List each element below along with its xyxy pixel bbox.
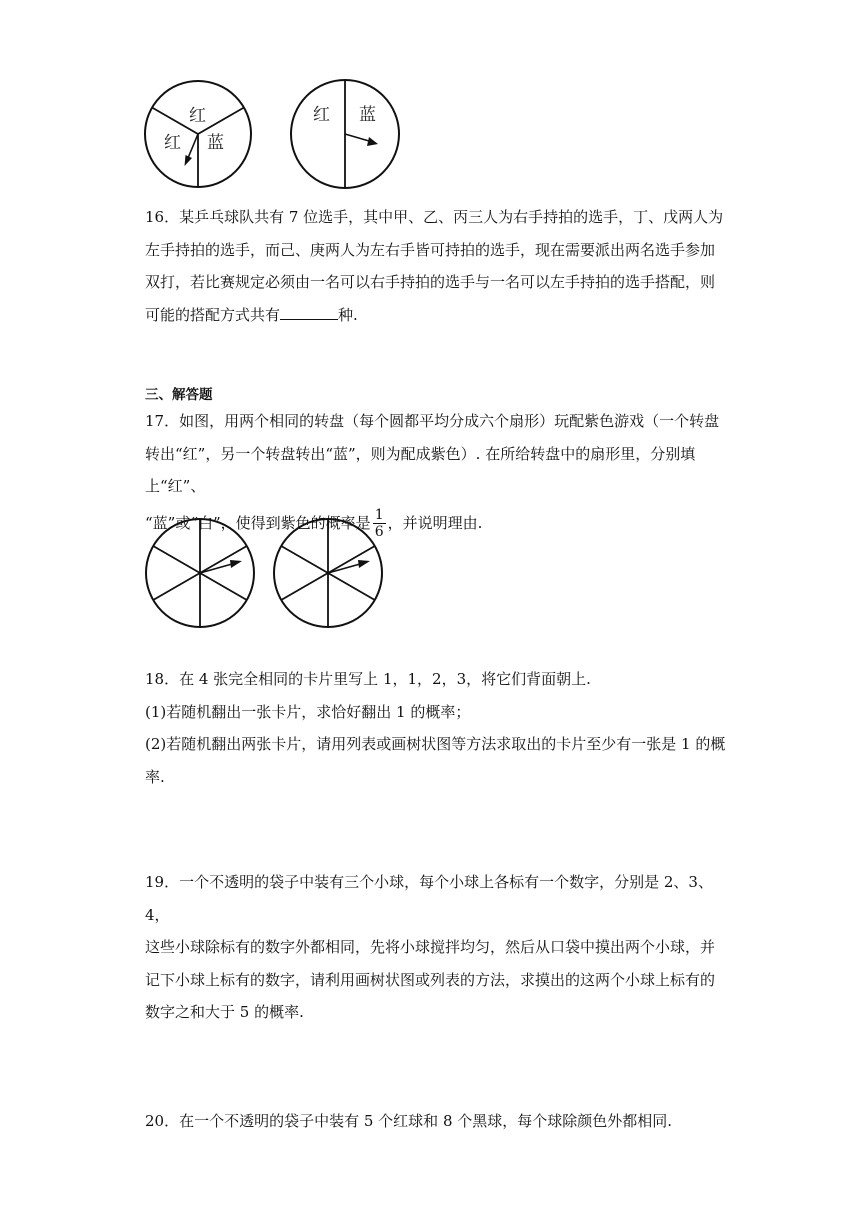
question-19 — [145, 866, 730, 1029]
spinner-three-sector — [142, 78, 258, 190]
question-number: 20 — [145, 1112, 165, 1130]
spinner-six-sector-2 — [272, 517, 384, 629]
arrow-icon — [230, 560, 242, 568]
section-heading: 三、解答题 — [145, 387, 213, 403]
arrow-icon — [185, 155, 193, 166]
question-19-line: 这些小球除标有的数字外都相同，先将小球搅拌均匀，然后从口袋中摸出两个小球，并 — [145, 938, 716, 956]
question-number: 19 — [145, 873, 165, 891]
question-19-line: 数字之和大于 5 的概率. — [145, 1003, 304, 1021]
question-19-line: 19．一个不透明的袋子中装有三个小球，每个小球上各标有一个数字，分别是 2、3、4， — [145, 873, 713, 924]
question-16-line: 16．某乒乓球队共有 7 位选手，其中甲、乙、丙三人为右手持拍的选手，丁、戊两人为 — [145, 208, 724, 226]
question-16-line: 左手持拍的选手，而己、庚两人为左右手皆可持拍的选手，现在需要派出两名选手参加 — [145, 240, 716, 259]
arrow-icon — [358, 560, 370, 568]
question-number: 16 — [145, 208, 165, 226]
question-number: 17 — [145, 412, 165, 430]
sector-label-left: 红 — [313, 105, 330, 125]
arrow-icon — [367, 137, 378, 146]
question-18-line: 18．在 4 张完全相同的卡片里写上 1，1，2，3，将它们背面朝上. — [145, 670, 591, 688]
question-17-line: 转出“红”，另一个转盘转出“蓝”，则为配成紫色）. 在所给转盘中的扇形里，分别填上“红”、 — [145, 444, 696, 495]
sector-label-right: 蓝 — [207, 133, 224, 153]
question-16-line: 可能的搭配方式共有 种. — [145, 305, 358, 324]
fraction-numerator: 1 — [374, 507, 384, 523]
answer-blank[interactable] — [280, 319, 338, 320]
question-20 — [145, 1105, 730, 1138]
question-16-line: 双打，若比赛规定必须由一名可以右手持拍的选手与一名可以左手持拍的选手搭配，则 — [145, 273, 716, 291]
question-17-line: “蓝”或“白”，使得到紫色的概率是 $\frac{1}{6}$ ，并说明理由. — [145, 507, 483, 540]
sector-label-left: 红 — [164, 133, 181, 153]
question-18-part-2-continued: 率. — [145, 767, 165, 786]
sector-label-top: 红 — [189, 106, 206, 126]
fraction-denominator: 6 — [374, 524, 384, 540]
spinner-six-sector-1 — [144, 517, 256, 629]
question-number: 18 — [145, 670, 165, 688]
question-20-line: 20．在一个不透明的袋子中装有 5 个红球和 8 个黑球，每个球除颜色外都相同. — [145, 1112, 673, 1130]
question-18 — [145, 663, 730, 793]
question-18-part-2: (2)若随机翻出两张卡片，请用列表或画树状图等方法求取出的卡片至少有一张是 1 的概 — [145, 735, 726, 753]
question-17-line: 17．如图，用两个相同的转盘（每个圆都平均分成六个扇形）玩配紫色游戏（一个转盘 — [145, 412, 720, 430]
question-16 — [145, 201, 730, 331]
question-19-line: 记下小球上标有的数字，请利用画树状图或列表的方法，求摸出的这两个小球上标有的 — [145, 970, 716, 989]
sector-label-right: 蓝 — [359, 105, 376, 125]
spinner-two-sector — [289, 78, 403, 192]
question-18-part-1: (1)若随机翻出一张卡片，求恰好翻出 1 的概率； — [145, 702, 471, 721]
